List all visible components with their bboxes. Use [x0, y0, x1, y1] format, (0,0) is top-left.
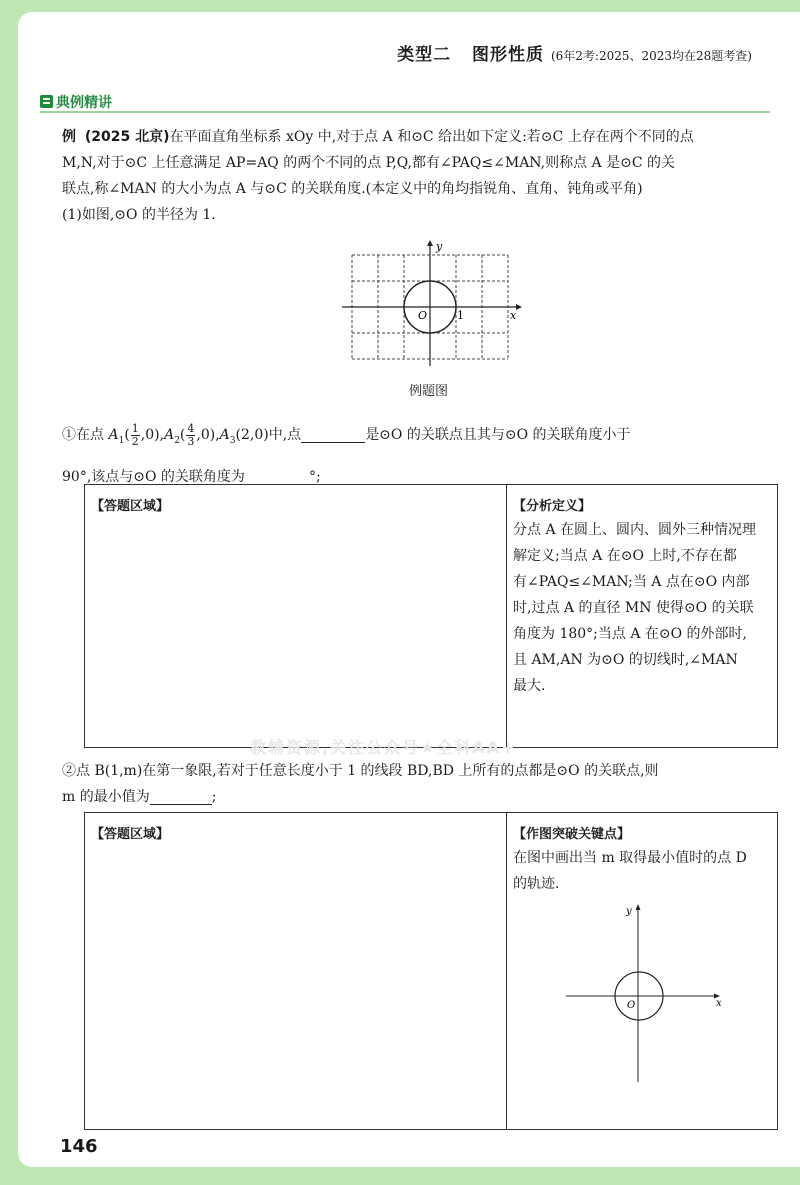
a2-name: A: [164, 427, 175, 443]
box-2-right-title: 【作图突破关键点】: [513, 827, 631, 842]
box-1-analysis: [513, 517, 773, 699]
x-axis-label: x: [510, 309, 517, 322]
q1-after-blank: 是⊙O 的关联点且其与⊙O 的关联角度小于: [365, 427, 631, 443]
origin-label: O: [418, 309, 428, 322]
problem-label: 例: [62, 129, 76, 145]
analysis-line: 解定义;当点 A 在⊙O 上时,不存在都: [513, 548, 737, 564]
analysis-line: 最大.: [513, 678, 546, 694]
q1-line-2a: 90°,该点与⊙O 的关联角度为: [62, 468, 245, 485]
problem-statement: [62, 124, 777, 228]
problem-line-3: 联点,称∠MAN 的大小为点 A 与⊙C 的关联角度.(本定义中的角均指锐角、直角、钝角或平角): [62, 181, 643, 197]
x-axis-label: x: [716, 998, 722, 1009]
q1-answer-blank-1[interactable]: [301, 424, 365, 443]
page-number: 146: [60, 1136, 98, 1157]
problem-line-2: M,N,对于⊙C 上任意满足 AP=AQ 的两个不同的点 P,Q,都有∠PAQ≤∠MAN,则称点 A 是⊙C 的关: [62, 155, 676, 171]
question-1: ①在点 $A_1$( $\frac{1}{2}$ $,0),A_2$( $\frac{4}{3}$ $,0),A_3(2,0)$中,点 是⊙O 的关联点且其与⊙O 的关联角度小于 90°,该点与⊙O 的关联角度为 °;: [62, 421, 631, 485]
a3-sub: 3: [229, 435, 236, 446]
q1-answer-blank-2[interactable]: [245, 466, 309, 485]
q1-line-2b: °;: [308, 468, 321, 485]
a1-fraction: [131, 423, 140, 448]
tick-label-1: 1: [457, 309, 464, 322]
analysis-line: 时,过点 A 的直径 MN 使得⊙O 的关联: [513, 600, 754, 616]
a2-frac-num: 4: [187, 421, 195, 435]
analysis-line: 角度为 180°;当点 A 在⊙O 的外部时,: [513, 626, 748, 642]
q2-answer-blank[interactable]: [150, 786, 212, 805]
box-1-left-title: 【答题区域】: [91, 499, 170, 514]
watermark: 教辅资源,关注公众号★全科AA+: [250, 738, 517, 757]
analysis-line: 分点 A 在圆上、圆内、圆外三种情况理: [513, 522, 757, 538]
question-2: [62, 758, 777, 810]
band-label: [40, 92, 112, 112]
a2-sub: 2: [174, 435, 180, 446]
a1-frac-den: 2: [131, 434, 139, 448]
a2-frac-den: 3: [187, 434, 195, 448]
answer-box-1: [84, 484, 778, 748]
y-axis-arrow-icon: [427, 240, 433, 246]
q2-line-2b: ;: [211, 789, 217, 805]
box-1-divider: [506, 485, 507, 747]
hint-line: 的轨迹.: [513, 876, 560, 892]
a1-name: A: [108, 427, 119, 443]
band-divider: [40, 111, 770, 113]
book-icon: [40, 95, 53, 108]
hint-line: 在图中画出当 m 取得最小值时的点 D: [513, 850, 747, 866]
y-axis-label: y: [626, 906, 632, 917]
x-axis-arrow-icon: [516, 304, 522, 310]
origin-label: O: [627, 1000, 636, 1011]
q1-number: ①: [62, 427, 76, 443]
section-title: [397, 40, 752, 65]
box-1-right-title: 【分析定义】: [513, 499, 592, 514]
q1-mid: 中,点: [268, 427, 302, 443]
problem-source: (2025 北京): [84, 129, 170, 145]
problem-part-1: (1)如图,⊙O 的半径为 1.: [62, 207, 216, 223]
box-2-left-title: 【答题区域】: [91, 827, 170, 842]
analysis-line: 且 AM,AN 为⊙O 的切线时,∠MAN: [513, 652, 738, 668]
a3-coords: (2,0): [235, 427, 269, 443]
sketch-figure: [560, 898, 730, 1088]
figure-caption: 例题图: [409, 384, 449, 399]
section-subtitle: 图形性质: [472, 45, 545, 65]
a3-name: A: [219, 427, 230, 443]
y-axis-label: y: [436, 240, 443, 253]
section-type: 类型二: [397, 45, 452, 65]
a2-fraction: [186, 423, 195, 448]
example-figure: [340, 238, 525, 368]
analysis-line: 有∠PAQ≤∠MAN;当 A 点在⊙O 内部: [513, 574, 750, 590]
q2-line-1: ②点 B(1,m)在第一象限,若对于任意长度小于 1 的线段 BD,BD 上所有的点都是⊙O 的关联点,则: [62, 763, 659, 779]
q1-prefix: 在点: [76, 427, 104, 443]
y-axis-arrow-icon: [636, 904, 641, 910]
box-2-divider: [506, 813, 507, 1129]
a1-frac-num: 1: [131, 421, 139, 435]
q2-line-2a: m 的最小值为: [62, 789, 150, 805]
problem-line-1: 在平面直角坐标系 xOy 中,对于点 A 和⊙C 给出如下定义:若⊙C 上存在两个不同的点: [169, 129, 694, 145]
box-2-hint: [513, 845, 773, 897]
section-note: (6年2考:2025、2023均在28题考查): [550, 49, 752, 63]
a1-sub: 1: [118, 435, 125, 446]
band-label-text: 典例精讲: [56, 95, 112, 111]
